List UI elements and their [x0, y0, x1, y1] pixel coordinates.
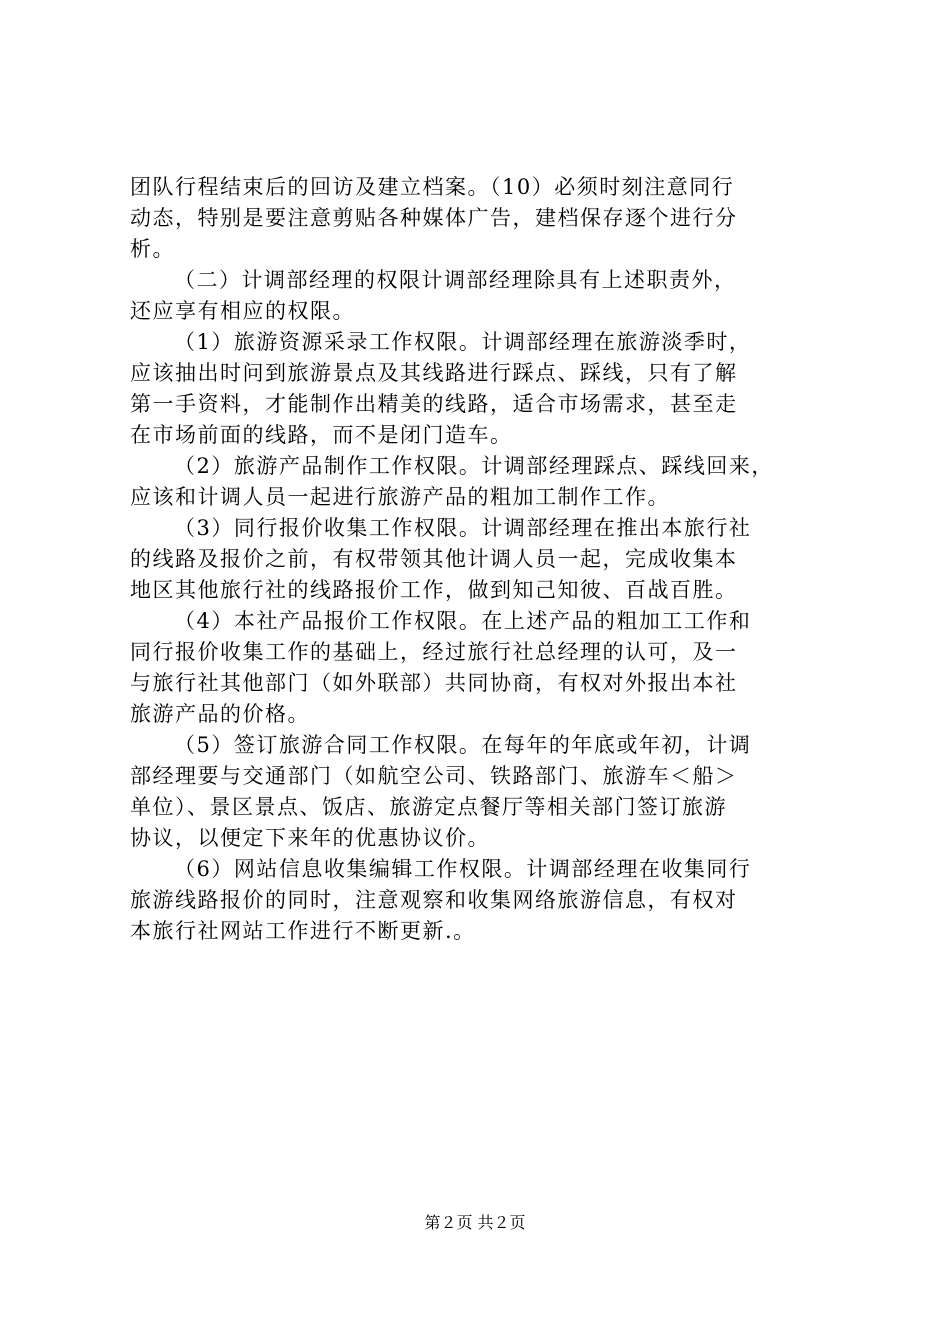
- text-line: 的线路及报价之前，有权带领其他计调人员一起，完成收集本: [130, 547, 738, 571]
- text-line: 与旅行社其他部门（如外联部）共同协商，有权对外报出本社: [130, 671, 738, 695]
- text-line: 第一手资料，才能制作出精美的线路，适合市场需求，甚至走: [130, 392, 738, 416]
- text-line: 单位）、景区景点、饭店、旅游定点餐厅等相关部门签订旅游: [130, 795, 727, 819]
- text-line: 还应享有相应的权限。: [130, 299, 355, 323]
- text-line: 旅游线路报价的同时，注意观察和收集网络旅游信息，有权对: [130, 888, 738, 912]
- text-line: 在市场前面的线路，而不是闭门造车。: [130, 423, 513, 447]
- text-line: （5）签订旅游合同工作权限。在每年的年底或年初，计调: [174, 733, 752, 757]
- text-line: （6）网站信息收集编辑工作权限。计调部经理在收集同行: [174, 857, 752, 881]
- text-line: 应该抽出时问到旅游景点及其线路进行踩点、踩线，只有了解: [130, 361, 738, 385]
- text-line: （2）旅游产品制作工作权限。计调部经理踩点、踩线回来，: [174, 454, 774, 478]
- text-line: 地区其他旅行社的线路报价工作，做到知己知彼、百战百胜。: [130, 578, 738, 602]
- text-line: （4）本社产品报价工作权限。在上述产品的粗加工工作和: [174, 609, 752, 633]
- text-line: 析。: [130, 237, 175, 261]
- document-body: [130, 172, 830, 947]
- text-line: 同行报价收集工作的基础上，经过旅行社总经理的认可，及一: [130, 640, 738, 664]
- page-number-footer: 第２页 共２页: [424, 1213, 526, 1232]
- text-line: 团队行程结束后的回访及建立档案。（10）必须时刻注意同行: [130, 175, 735, 199]
- text-line: 应该和计调人员一起进行旅游产品的粗加工制作工作。: [130, 485, 670, 509]
- text-line: 本旅行社网站工作进行不断更新.。: [130, 919, 476, 943]
- text-line: 协议，以便定下来年的优惠协议价。: [130, 826, 490, 850]
- text-line: （二）计调部经理的权限计调部经理除具有上述职责外，: [174, 268, 737, 292]
- text-line: （1）旅游资源采录工作权限。计调部经理在旅游淡季时，: [174, 330, 752, 354]
- text-line: 动态，特别是要注意剪贴各种媒体广告，建档保存逐个进行分: [130, 206, 738, 230]
- text-line: 旅游产品的价格。: [130, 702, 310, 726]
- text-line: （3）同行报价收集工作权限。计调部经理在推出本旅行社: [174, 516, 752, 540]
- text-line: 部经理要与交通部门（如航空公司、铁路部门、旅游车＜船＞: [130, 764, 738, 788]
